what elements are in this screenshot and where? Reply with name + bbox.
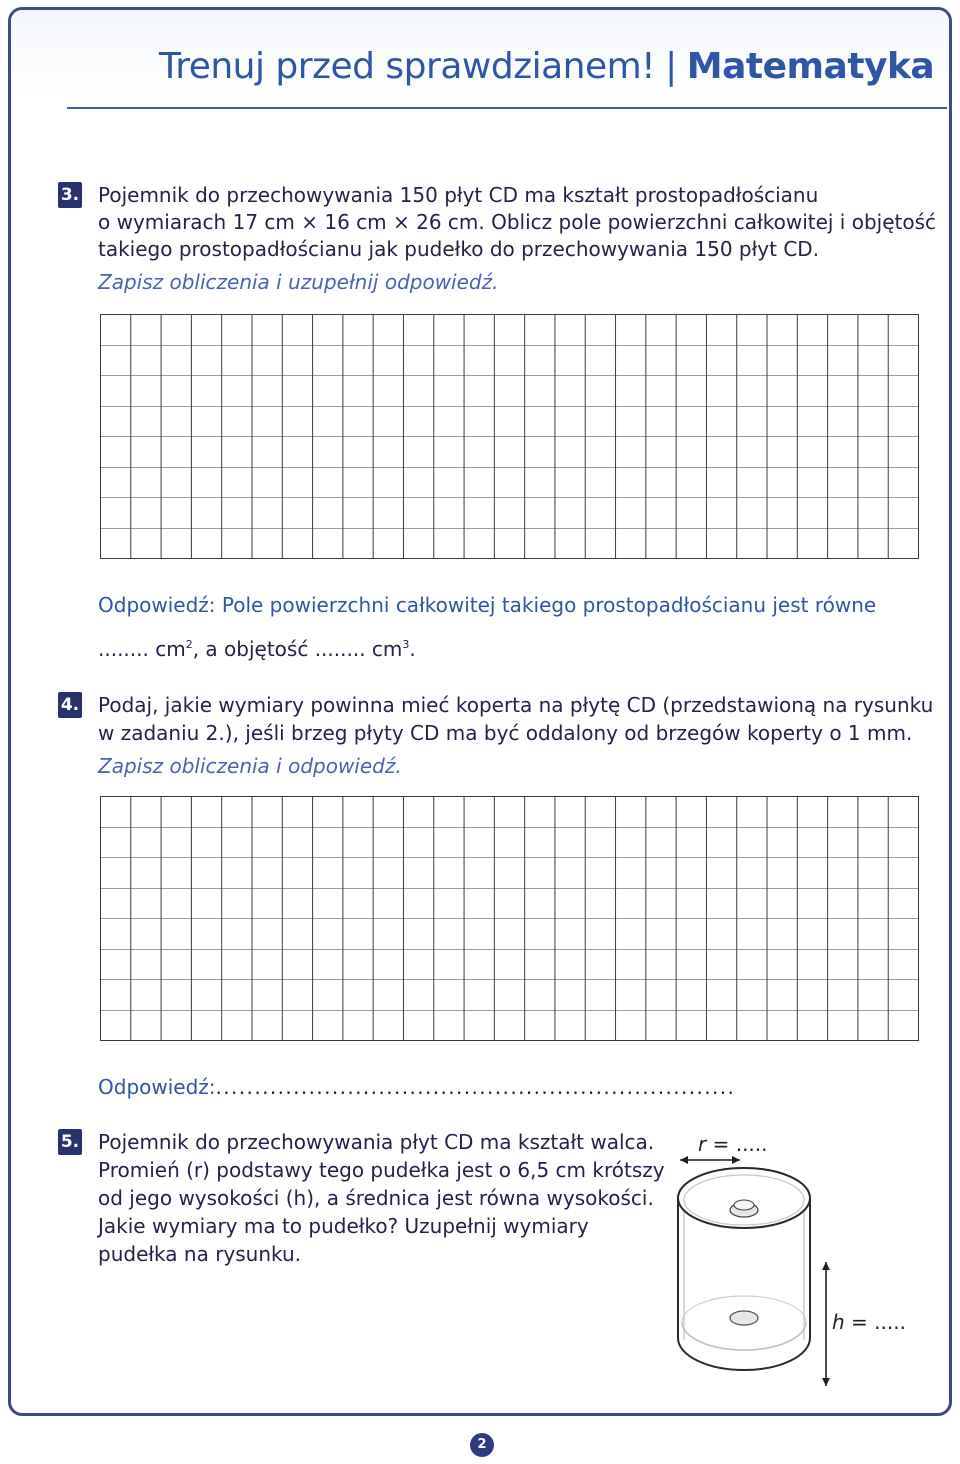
task-5-line-5: pudełka na rysunku. xyxy=(98,1242,302,1266)
task-4-answer-grid[interactable] xyxy=(100,796,919,1041)
volume-unit: cm xyxy=(371,637,403,661)
area-unit: cm xyxy=(155,637,186,661)
task-3-answer-line-1: Odpowiedź: Pole powierzchni całkowitej takiego prostopadłościanu jest równe xyxy=(98,593,877,617)
task-4-answer-line xyxy=(98,1074,735,1100)
radius-symbol: r xyxy=(698,1132,707,1156)
height-blank[interactable]: = ..... xyxy=(851,1310,906,1334)
header-rule xyxy=(67,107,947,109)
task-3-answer-grid[interactable] xyxy=(100,314,919,559)
task-3-number: 3. xyxy=(58,182,82,208)
task-5-line-4: Jakie wymiary ma to pudełko? Uzupełnij wymiary xyxy=(98,1214,589,1238)
task-3-line-3: takiego prostopadłościanu jak pudełko do przechowywania 150 płyt CD. xyxy=(98,237,820,261)
answer-mid-text: , a objętość xyxy=(192,637,309,661)
answer-blank-volume[interactable]: ........ xyxy=(314,637,366,661)
answer-blank-area[interactable]: ........ xyxy=(98,637,149,661)
task-3-instruction: Zapisz obliczenia i uzupełnij odpowiedź. xyxy=(98,270,499,294)
radius-label xyxy=(698,1132,768,1156)
task-4-number: 4. xyxy=(58,692,82,718)
task-3-line-1: Pojemnik do przechowywania 150 płyt CD ma kształt prostopadłościanu xyxy=(98,183,819,207)
task-4-answer-blank[interactable]: ................................................................... xyxy=(215,1075,736,1099)
page-title xyxy=(159,46,934,87)
task-4-line-1: Podaj, jakie wymiary powinna mieć koperta na płytę CD (przedstawioną na rysunku xyxy=(98,693,934,717)
answer-end-text: . xyxy=(409,637,416,661)
task-4-answer-label: Odpowiedź: xyxy=(98,1075,216,1099)
task-4-line-2: w zadaniu 2.), jeśli brzeg płyty CD ma być oddalony od brzegów koperty o 1 mm. xyxy=(98,721,913,745)
title-separator: | xyxy=(665,46,677,87)
height-label xyxy=(832,1310,906,1334)
volume-unit-exponent: 3 xyxy=(402,638,410,651)
task-5-line-1: Pojemnik do przechowywania płyt CD ma kształt walca. xyxy=(98,1130,655,1154)
subject-text: Matematyka xyxy=(686,46,935,87)
task-5-line-3: od jego wysokości (h), a średnica jest równa wysokości. xyxy=(98,1186,654,1210)
title-text: Trenuj przed sprawdzianem! xyxy=(159,46,656,87)
area-unit-exponent: 2 xyxy=(185,638,193,651)
task-5-number: 5. xyxy=(58,1129,82,1155)
cylinder-illustration xyxy=(660,1150,840,1400)
task-5-line-2: Promień (r) podstawy tego pudełka jest o 6,5 cm krótszy xyxy=(98,1158,665,1182)
task-4-instruction: Zapisz obliczenia i odpowiedź. xyxy=(98,754,402,778)
radius-blank[interactable]: = ..... xyxy=(712,1132,768,1156)
page-number: 2 xyxy=(470,1433,494,1457)
task-3-answer-line-2 xyxy=(98,636,416,662)
task-3-line-2: o wymiarach 17 cm × 16 cm × 26 cm. Oblicz pole powierzchni całkowitej i objętość xyxy=(98,210,937,234)
height-symbol: h xyxy=(832,1310,845,1334)
